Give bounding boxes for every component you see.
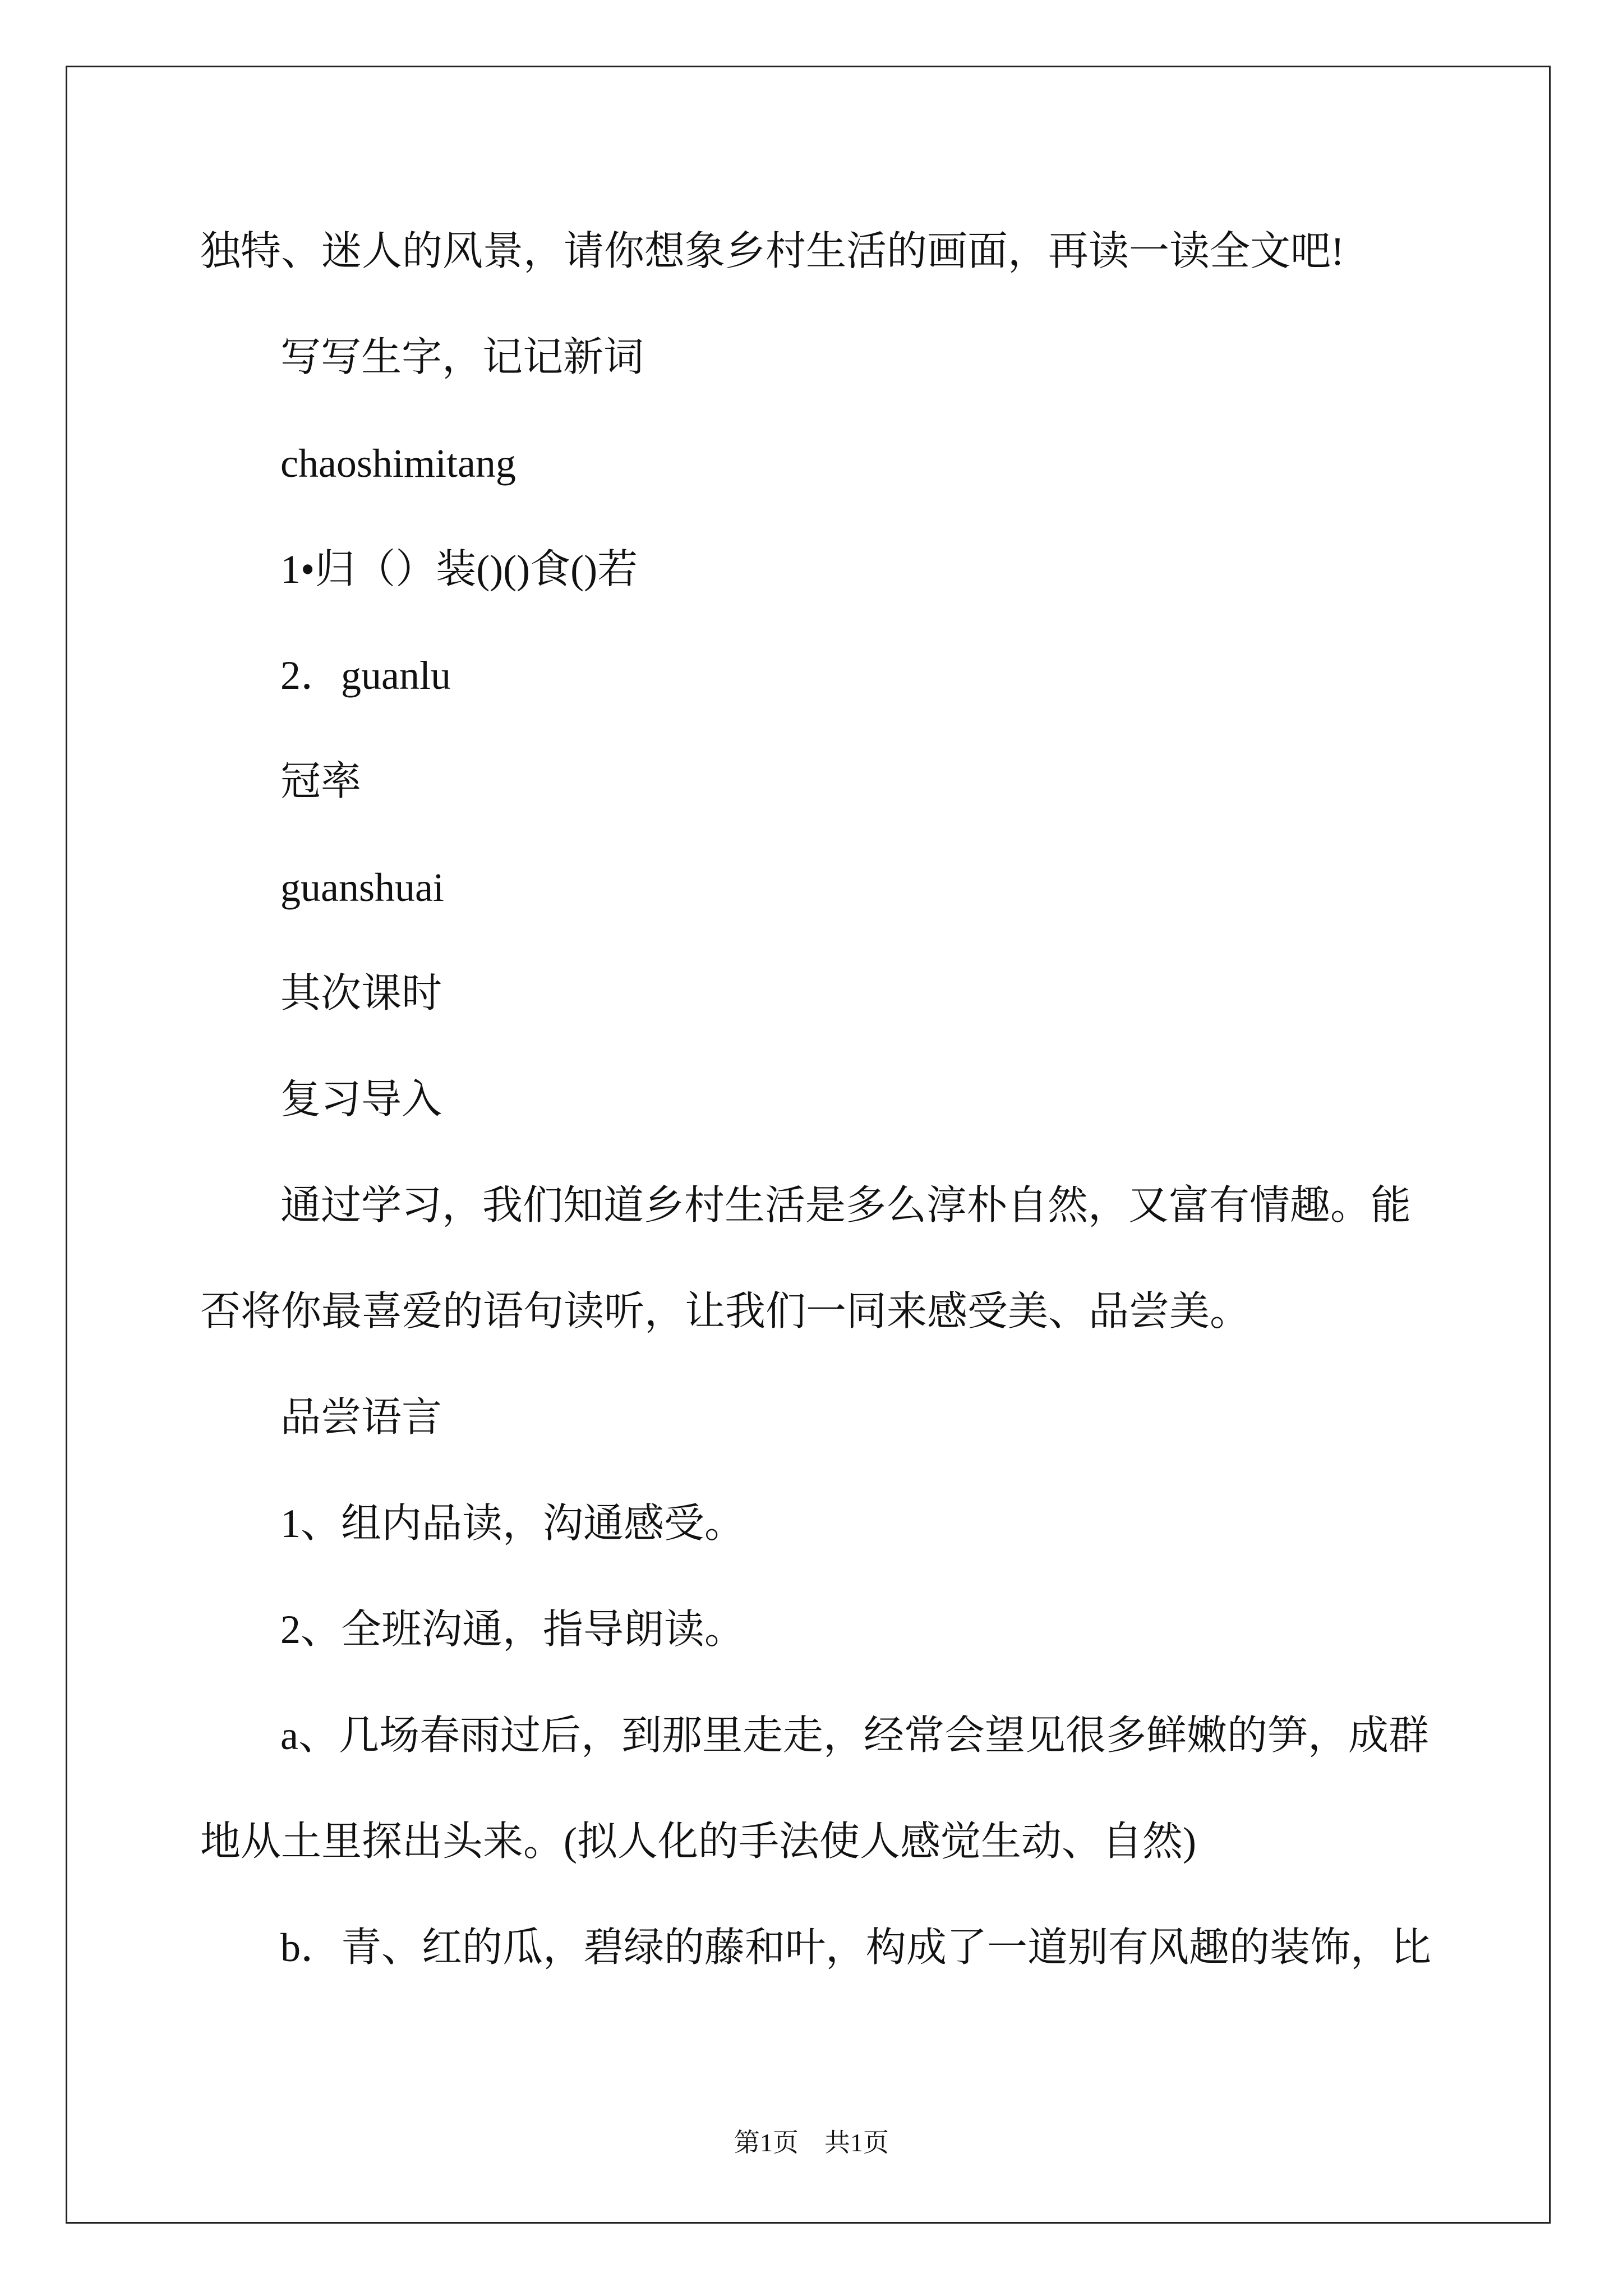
exercise-line: 2．guanlu — [280, 653, 451, 698]
section-heading: 复习导入 — [280, 1077, 442, 1122]
section-heading: 品尝语言 — [280, 1395, 442, 1440]
section-heading: 其次课时 — [280, 971, 442, 1016]
text-line: 否将你最喜爱的语句读听，让我们一同来感受美、品尝美。 — [200, 1289, 1251, 1334]
pinyin-line: chaoshimitang — [280, 441, 516, 486]
section-heading: 写写生字，记记新词 — [280, 335, 644, 380]
text-line: 地从土里探出头来。(拟人化的手法使人感觉生动、自然) — [200, 1819, 1196, 1864]
document-body — [0, 199, 1623, 2001]
text-line: 独特、迷人的风景，请你想象乡村生活的画面，再读一读全文吧! — [200, 229, 1344, 274]
text-line: b．青、红的瓜，碧绿的藤和叶，构成了一道别有风趣的装饰，比 — [280, 1925, 1432, 1970]
list-item: 2、全班沟通，指导朗读。 — [280, 1607, 745, 1652]
word-line: 冠率 — [280, 759, 362, 804]
pinyin-line: guanshuai — [280, 865, 444, 910]
text-line: 通过学习，我们知道乡村生活是多么淳朴自然，又富有情趣。能 — [280, 1183, 1412, 1228]
list-item: 1、组内品读，沟通感受。 — [280, 1501, 745, 1546]
text-line: a、几场春雨过后，到那里走走，经常会望见很多鲜嫩的笋，成群 — [280, 1713, 1429, 1758]
exercise-line: 1•归（）装()()食()若 — [280, 547, 638, 592]
page-footer: 第1页 共1页 — [734, 2128, 889, 2157]
